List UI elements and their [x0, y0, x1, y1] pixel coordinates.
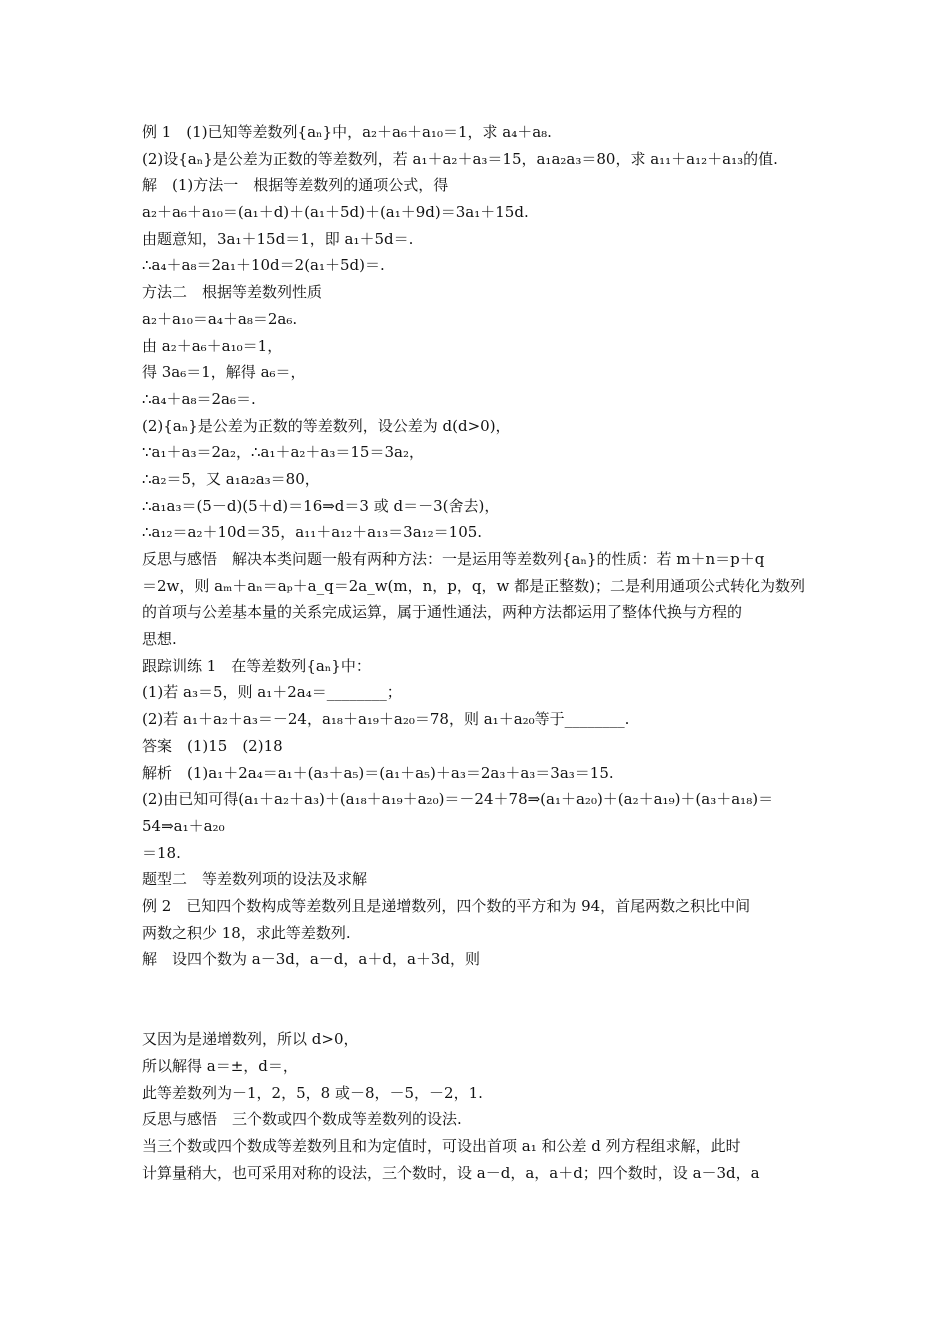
text-line: ∵a₁＋a₃＝2a₂，∴a₁＋a₂＋a₃＝15＝3a₂， — [142, 443, 424, 462]
reflection-heading: 反思与感悟 三个数或四个数成等差数列的设法. — [142, 1110, 462, 1129]
text-line: ＝18. — [142, 843, 181, 862]
text-line: 两数之积少 18，求此等差数列. — [142, 923, 351, 942]
analysis-line: 解析 (1)a₁＋2a₄＝a₁＋(a₃＋a₅)＝(a₁＋a₅)＋a₃＝2a₃＋a₃＝3a₃＝15. — [142, 763, 614, 782]
text-line: (2)若 a₁＋a₂＋a₃＝－24，a₁₈＋a₁₉＋a₂₀＝78，则 a₁＋a₂₀等于________. — [142, 710, 630, 729]
text-line: 由 a₂＋a₆＋a₁₀＝1， — [142, 336, 283, 355]
reflection-paragraph-line: ＝2w，则 aₘ＋aₙ＝aₚ＋a_q＝2a_w(m，n，p，q，w 都是正整数)；二是利用通项公式转化为数列 — [142, 576, 805, 595]
text-line: ∴a₂＝5，又 a₁a₂a₃＝80， — [142, 469, 320, 488]
text-line: (2)由已知可得(a₁＋a₂＋a₃)＋(a₁₈＋a₁₉＋a₂₀)＝－24＋78⇒(a₁＋a₂₀)＋(a₂＋a₁₉)＋(a₃＋a₁₈)＝ — [142, 790, 774, 809]
text-line: ∴a₄＋a₈＝2a₆＝. — [142, 389, 256, 408]
exercise-heading: 跟踪训练 1 在等差数列{aₙ}中： — [142, 656, 371, 675]
text-line: 当三个数或四个数成等差数列且和为定值时，可设出首项 a₁ 和公差 d 列方程组求解，此时 — [142, 1137, 741, 1156]
text-line: a₂＋a₁₀＝a₄＋a₈＝2a₆. — [142, 309, 298, 328]
text-line: 例 1 (1)已知等差数列{aₙ}中，a₂＋a₆＋a₁₀＝1，求 a₄＋a₈. — [142, 123, 552, 141]
topic-heading: 题型二 等差数列项的设法及求解 — [142, 870, 368, 889]
reflection-paragraph-line: 的首项与公差基本量的关系完成运算，属于通性通法，两种方法都运用了整体代换与方程的 — [142, 603, 743, 622]
text-line: 54⇒a₁＋a₂₀ — [142, 816, 225, 835]
text-line: (2){aₙ}是公差为正数的等差数列，设公差为 d(d>0)， — [142, 416, 511, 435]
text-line: 所以解得 a＝±，d＝， — [142, 1057, 298, 1076]
text-line: 计算量稍大，也可采用对称的设法，三个数时，设 a－d，a，a＋d；四个数时，设 a－3d，a — [142, 1163, 760, 1182]
document-body — [142, 119, 817, 1187]
text-line: 由题意知，3a₁＋15d＝1，即 a₁＋5d＝. — [142, 229, 414, 248]
text-line: a₂＋a₆＋a₁₀＝(a₁＋d)＋(a₁＋5d)＋(a₁＋9d)＝3a₁＋15d. — [142, 203, 529, 222]
blank-gap — [142, 973, 817, 1026]
text-line: (1)若 a₃＝5，则 a₁＋2a₄＝________； — [142, 683, 402, 702]
text-line: ∴a₁₂＝a₂＋10d＝35，a₁₁＋a₁₂＋a₁₃＝3a₁₂＝105. — [142, 523, 483, 542]
text-line: 此等差数列为－1，2，5，8 或－8，－5，－2，1. — [142, 1083, 483, 1102]
text-line: 得 3a₆＝1，解得 a₆＝， — [142, 363, 306, 382]
text-line: 解 (1)方法一 根据等差数列的通项公式，得 — [142, 176, 449, 195]
text-line: 解 设四个数为 a－3d，a－d，a＋d，a＋3d，则 — [142, 950, 481, 969]
text-line: 例 2 已知四个数构成等差数列且是递增数列，四个数的平方和为 94，首尾两数之积比中间 — [142, 896, 751, 915]
reflection-paragraph-line: 思想. — [142, 630, 177, 649]
text-line: 又因为是递增数列，所以 d>0， — [142, 1030, 359, 1049]
answer-line: 答案 (1)15 (2)18 — [142, 736, 283, 755]
section-heading: 方法二 根据等差数列性质 — [142, 283, 323, 302]
text-line: (2)设{aₙ}是公差为正数的等差数列，若 a₁＋a₂＋a₃＝15，a₁a₂a₃＝80，求 a₁₁＋a₁₂＋a₁₃的值. — [142, 149, 778, 168]
text-line: ∴a₄＋a₈＝2a₁＋10d＝2(a₁＋5d)＝. — [142, 256, 385, 275]
reflection-paragraph-line: 反思与感悟 解决本类问题一般有两种方法：一是运用等差数列{aₙ}的性质：若 m＋n＝p＋q — [142, 550, 765, 568]
text-line: ∴a₁a₃＝(5－d)(5＋d)＝16⇒d＝3 或 d＝－3(舍去)， — [142, 496, 500, 515]
